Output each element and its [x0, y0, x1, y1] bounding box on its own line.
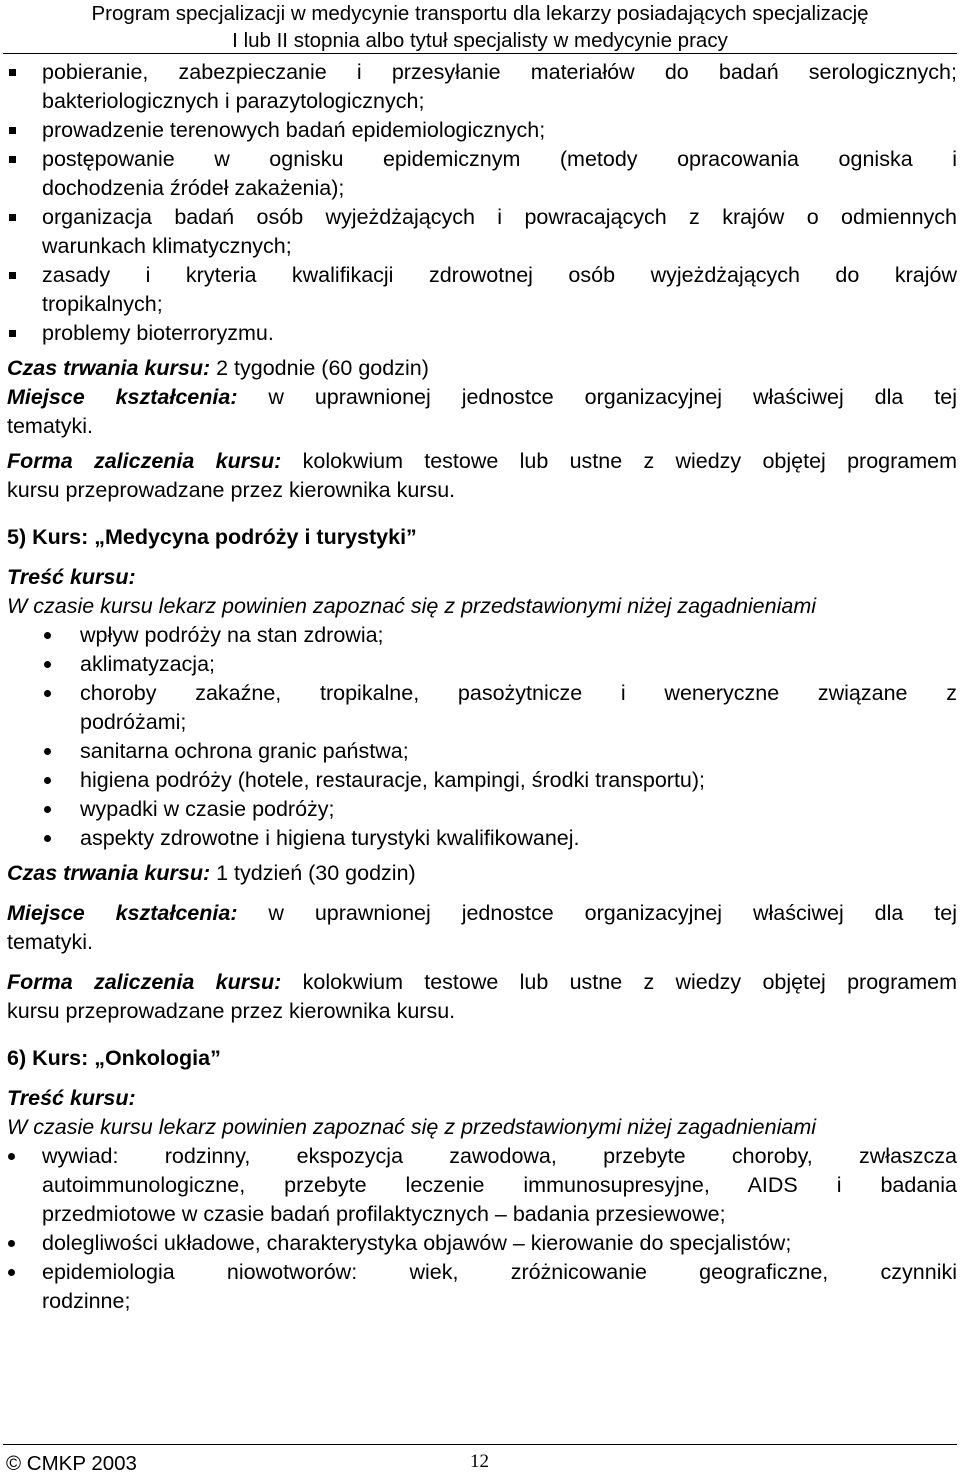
list-item-text: postępowanie w ognisku epidemicznym (metody opracowania ogniska i	[42, 147, 957, 171]
list-item	[7, 145, 957, 203]
list-item-text: aklimatyzacja;	[80, 652, 216, 676]
list-item-text: podróżami;	[80, 710, 187, 734]
list-item-text: wypadki w czasie podróży;	[80, 797, 335, 821]
list-item	[7, 650, 957, 679]
list-item-text: dolegliwości układowe, charakterystyka objawów – kierowanie do specjalistów;	[42, 1231, 792, 1255]
header-line-1: Program specjalizacji w medycynie transportu dla lekarzy posiadających specjalizację	[91, 2, 869, 25]
duration-value: 1 tydzień (30 godzin)	[210, 861, 416, 885]
prev-topic-list	[7, 58, 957, 348]
list-item-text: higiena podróży (hotele, restauracje, kampingi, środki transportu);	[80, 768, 706, 792]
list-item-text: bakteriologicznych i parazytologicznych;	[42, 89, 425, 113]
header-line-2: I lub II stopnia albo tytuł specjalisty w medycynie pracy	[232, 29, 728, 52]
list-item	[7, 203, 957, 261]
prev-form	[7, 447, 957, 476]
running-header	[0, 0, 960, 54]
list-item	[7, 766, 957, 795]
form-label: Forma zaliczenia kursu:	[7, 449, 282, 473]
list-item-text: dochodzenia źródeł zakażenia);	[42, 176, 345, 200]
course-6-title: 6) Kurs: „Onkologia”	[7, 1046, 221, 1070]
place-value: w uprawnionej jednostce organizacyjnej właściwej dla tej	[237, 901, 957, 925]
round-bullet-icon	[8, 1153, 15, 1160]
list-item-text: rodzinne;	[42, 1289, 131, 1313]
list-item	[7, 1142, 957, 1229]
square-bullet-icon	[9, 272, 16, 279]
list-item	[7, 261, 957, 319]
form-label: Forma zaliczenia kursu:	[7, 970, 282, 994]
form-value: kolokwium testowe lub ustne z wiedzy objętej programem	[281, 970, 957, 994]
list-item	[7, 621, 957, 650]
list-item-text: epidemiologia niowotworów: wiek, zróżnicowanie geograficzne, czynniki	[42, 1260, 957, 1284]
list-item-text: wywiad: rodzinny, ekspozycja zawodowa, przebyte choroby, zwłaszcza	[42, 1144, 957, 1168]
form-value-cont: kursu przeprowadzane przez kierownika kursu.	[7, 478, 456, 502]
course-6-intro: W czasie kursu lekarz powinien zapoznać się z przedstawionymi niżej zagadnieniami	[7, 1115, 817, 1139]
list-item	[7, 319, 957, 348]
round-bullet-icon	[44, 748, 51, 755]
page-number: 12	[470, 1451, 489, 1472]
square-bullet-icon	[9, 127, 16, 134]
course-6-content-label: Treść kursu:	[7, 1086, 136, 1110]
place-label: Miejsce kształcenia:	[7, 901, 238, 925]
form-value-cont: kursu przeprowadzane przez kierownika kursu.	[7, 999, 456, 1023]
round-bullet-icon	[44, 777, 51, 784]
list-item	[7, 1258, 957, 1316]
list-item-text: prowadzenie terenowych badań epidemiologicznych;	[42, 118, 546, 142]
list-item-text: wpływ podróży na stan zdrowia;	[80, 623, 384, 647]
square-bullet-icon	[9, 69, 16, 76]
duration-label: Czas trwania kursu:	[7, 861, 211, 885]
round-bullet-icon	[8, 1240, 15, 1247]
square-bullet-icon	[9, 214, 16, 221]
duration-value: 2 tygodnie (60 godzin)	[210, 356, 429, 380]
list-item	[7, 679, 957, 737]
page-body	[7, 58, 957, 1316]
round-bullet-icon	[44, 632, 51, 639]
list-item	[7, 58, 957, 116]
footer-copyright: © CMKP 2003	[6, 1452, 137, 1475]
round-bullet-icon	[44, 835, 51, 842]
course-5-content-label: Treść kursu:	[7, 565, 136, 589]
place-value-cont: tematyki.	[7, 414, 94, 438]
course-5-duration	[7, 859, 957, 888]
course-5-form	[7, 968, 957, 997]
list-item-text: warunkach klimatycznych;	[42, 234, 292, 258]
list-item-text: przedmiotowe w czasie badań profilaktycznych – badania przesiewowe;	[42, 1202, 726, 1226]
course-5-topic-list	[7, 621, 957, 853]
course-5-title: 5) Kurs: „Medycyna podróży i turystyki”	[7, 525, 417, 549]
duration-label: Czas trwania kursu:	[7, 356, 211, 380]
place-label: Miejsce kształcenia:	[7, 385, 238, 409]
round-bullet-icon	[44, 690, 51, 697]
footer-rule	[3, 1444, 957, 1445]
place-value-cont: tematyki.	[7, 930, 94, 954]
list-item-text: zasady i kryteria kwalifikacji zdrowotnej osób wyjeżdżających do krajów	[42, 263, 957, 287]
list-item-text: sanitarna ochrona granic państwa;	[80, 739, 409, 763]
list-item-text: problemy bioterroryzmu.	[42, 321, 274, 345]
prev-duration	[7, 354, 957, 383]
course-5-place	[7, 899, 957, 928]
course-5-intro: W czasie kursu lekarz powinien zapoznać się z przedstawionymi niżej zagadnieniami	[7, 594, 817, 618]
prev-place	[7, 383, 957, 412]
round-bullet-icon	[44, 806, 51, 813]
square-bullet-icon	[9, 156, 16, 163]
list-item	[7, 1229, 957, 1258]
round-bullet-icon	[8, 1269, 15, 1276]
course-6-topic-list	[7, 1142, 957, 1316]
header-rule	[3, 53, 957, 54]
list-item-text: choroby zakaźne, tropikalne, pasożytnicze i weneryczne związane z	[80, 681, 957, 705]
list-item	[7, 116, 957, 145]
list-item-text: tropikalnych;	[42, 292, 163, 316]
list-item-text: organizacja badań osób wyjeżdżających i powracających z krajów o odmiennych	[42, 205, 957, 229]
list-item-text: pobieranie, zabezpieczanie i przesyłanie materiałów do badań serologicznych;	[42, 60, 957, 84]
square-bullet-icon	[9, 330, 16, 337]
list-item-text: aspekty zdrowotne i higiena turystyki kwalifikowanej.	[80, 826, 580, 850]
round-bullet-icon	[44, 661, 51, 668]
list-item-text: autoimmunologiczne, przebyte leczenie immunosupresyjne, AIDS i badania	[42, 1173, 957, 1197]
list-item	[7, 737, 957, 766]
place-value: w uprawnionej jednostce organizacyjnej właściwej dla tej	[237, 385, 957, 409]
list-item	[7, 824, 957, 853]
list-item	[7, 795, 957, 824]
form-value: kolokwium testowe lub ustne z wiedzy objętej programem	[281, 449, 957, 473]
